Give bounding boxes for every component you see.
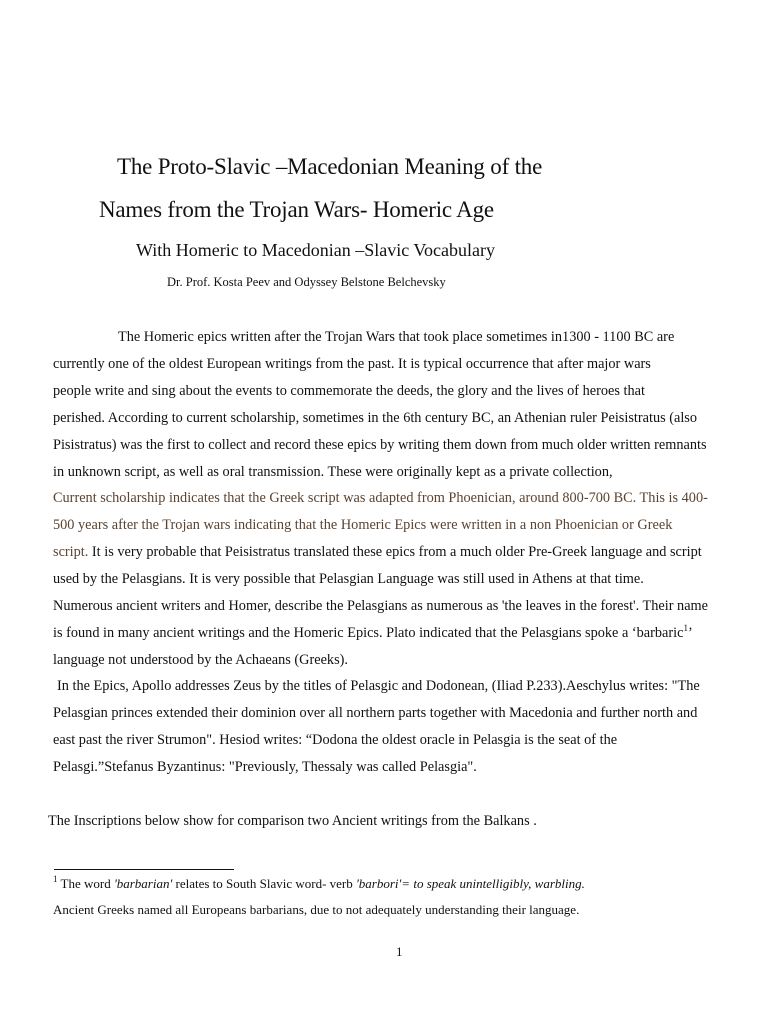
footnote-line [53, 876, 585, 892]
paragraph-line [53, 544, 702, 561]
paragraph-line: Numerous ancient writers and Homer, describe the Pelasgians as numerous as 'the leaves in the forest'. Their name [53, 598, 709, 614]
paragraph-segment: It is very probable that Peisistratus translated these epics from a much older Pre-Greek language and script [91, 544, 702, 560]
paragraph-segment: is found in many ancient writings and the Homeric Epics. Plato indicated that the Pelasgians spoke a ‘barbaric [53, 625, 684, 641]
title-line-1: The Proto-Slavic –Macedonian Meaning of the [117, 154, 543, 179]
paragraph-line: in unknown script, as well as oral transmission. These were originally kept as a private collection, [53, 464, 613, 480]
inscriptions-note: The Inscriptions below show for comparison two Ancient writings from the Balkans . [48, 813, 537, 829]
paragraph-line-highlighted: Current scholarship indicates that the Greek script was adapted from Phoenician, around 800-700 BC. This is 400- [53, 490, 708, 506]
footnote-reference[interactable]: 1 [683, 623, 688, 633]
subtitle: With Homeric to Macedonian –Slavic Vocabulary [136, 240, 496, 260]
paragraph-line: In the Epics, Apollo addresses Zeus by the titles of Pelasgic and Dodonean, (Iliad P.233).Aeschylus writes: "The [57, 678, 700, 694]
paragraph-line: perished. According to current scholarship, sometimes in the 6th century BC, an Athenian ruler Peisistratus (also [53, 410, 698, 426]
paragraph-line: used by the Pelasgians. It is very possible that Pelasgian Language was still used in Athens at that time. [53, 571, 644, 587]
page-number: 1 [396, 944, 403, 959]
footnote-definition: 'barbori'= to speak unintelligibly, warbling. [356, 876, 585, 891]
footnote-separator [54, 869, 234, 870]
paragraph-line: language not understood by the Achaeans (Greeks). [53, 652, 348, 668]
footnote-text: relates to South Slavic word- verb [172, 876, 357, 891]
footnote-term: 'barbarian' [113, 876, 173, 891]
footnote-text: The word [60, 876, 114, 891]
paragraph-line: The Homeric epics written after the Trojan Wars that took place sometimes in1300 - 1100 BC are [118, 329, 675, 345]
title-line-2: Names from the Trojan Wars- Homeric Age [99, 197, 494, 222]
closing-quote: ’ [687, 625, 693, 641]
paragraph-line: Pisistratus) was the first to collect and record these epics by writing them down from much older written remnants [53, 437, 707, 453]
paragraph-segment-highlighted: script. [53, 544, 89, 560]
paragraph-line: east past the river Strumon". Hesiod writes: “Dodona the oldest oracle in Pelasgia is the seat of the [53, 732, 618, 748]
authors: Dr. Prof. Kosta Peev and Odyssey Belstone Belchevsky [167, 275, 446, 289]
paragraph-line: currently one of the oldest European writings from the past. It is typical occurrence that after major wars [53, 356, 651, 372]
paragraph-line: people write and sing about the events to commemorate the deeds, the glory and the lives of heroes that [53, 383, 645, 399]
paragraph-line: Pelasgian princes extended their dominion over all northern parts together with Macedonia and further north and [53, 705, 698, 721]
paragraph-line-highlighted: 500 years after the Trojan wars indicating that the Homeric Epics were written in a non Phoenician or Greek [53, 517, 673, 533]
footnote-number: 1 [53, 874, 58, 884]
paragraph-line [53, 625, 693, 642]
paragraph-line: Pelasgi.”Stefanus Byzantinus: "Previously, Thessaly was called Pelasgia". [53, 759, 477, 775]
footnote-line-2: Ancient Greeks named all Europeans barbarians, due to not adequately understanding their language. [53, 902, 580, 917]
